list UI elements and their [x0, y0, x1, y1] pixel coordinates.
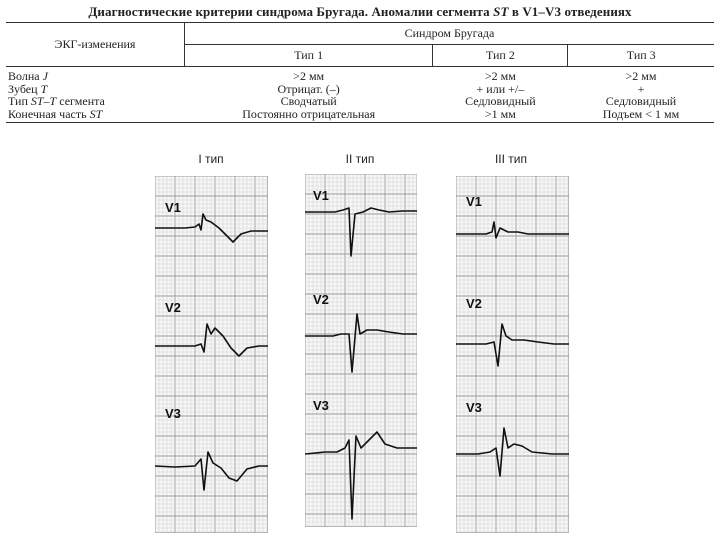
- row-label: Волна J: [8, 69, 48, 83]
- ecg-strip-type-3: [456, 176, 569, 533]
- header-ecg-changes: ЭКГ-изменения: [6, 23, 185, 67]
- lead-label-v1: V1: [466, 194, 482, 209]
- lead-label-v3: V3: [313, 398, 329, 413]
- cell: + или +/–: [476, 81, 525, 96]
- cell: Сводчатый: [280, 94, 337, 108]
- cell: Постоянно отрицательная: [185, 108, 433, 123]
- ecg-strip-type-2: [305, 174, 417, 527]
- cell: Седловидный: [605, 94, 677, 108]
- row-label: Тип ST–T сегмента: [8, 94, 105, 108]
- lead-label-v2: V2: [165, 300, 181, 315]
- lead-label-v1: V1: [313, 188, 329, 203]
- cell: Отрицат. (–): [277, 81, 340, 96]
- cell: Подъем < 1 мм: [568, 108, 714, 123]
- lead-label-v3: V3: [466, 400, 482, 415]
- header-brugada-syndrome: Синдром Бругада: [185, 23, 715, 45]
- row-j-wave: [6, 67, 714, 83]
- strip-title-type-2: II тип: [345, 152, 375, 166]
- ecg-strip-type-1: [155, 176, 268, 533]
- cell: +: [637, 81, 645, 96]
- header-type-1: Тип 1: [185, 45, 433, 67]
- criteria-table: [6, 22, 714, 123]
- figure-title: Диагностические критерии синдрома Бругада. Аномалии сегмента ST в V1–V3 отведениях: [88, 4, 632, 19]
- strip-title-type-3: III тип: [494, 152, 528, 166]
- cell: >1 мм: [433, 108, 568, 123]
- strip-title-type-1: I тип: [198, 152, 224, 166]
- header-type-2: Тип 2: [433, 45, 568, 67]
- lead-label-v3: V3: [165, 406, 181, 421]
- cell: Седловидный: [465, 94, 536, 108]
- cell: >2 мм: [484, 69, 516, 83]
- row-st-t-type: [6, 95, 714, 108]
- row-label: Зубец T: [8, 81, 48, 96]
- cell: >2 мм: [625, 69, 657, 83]
- lead-label-v2: V2: [313, 292, 329, 307]
- row-st-terminal: [6, 108, 714, 123]
- cell: >2 мм: [293, 69, 325, 83]
- header-type-3: Тип 3: [568, 45, 714, 67]
- row-label: Конечная часть ST: [6, 108, 185, 123]
- lead-label-v2: V2: [466, 296, 482, 311]
- lead-label-v1: V1: [165, 200, 181, 215]
